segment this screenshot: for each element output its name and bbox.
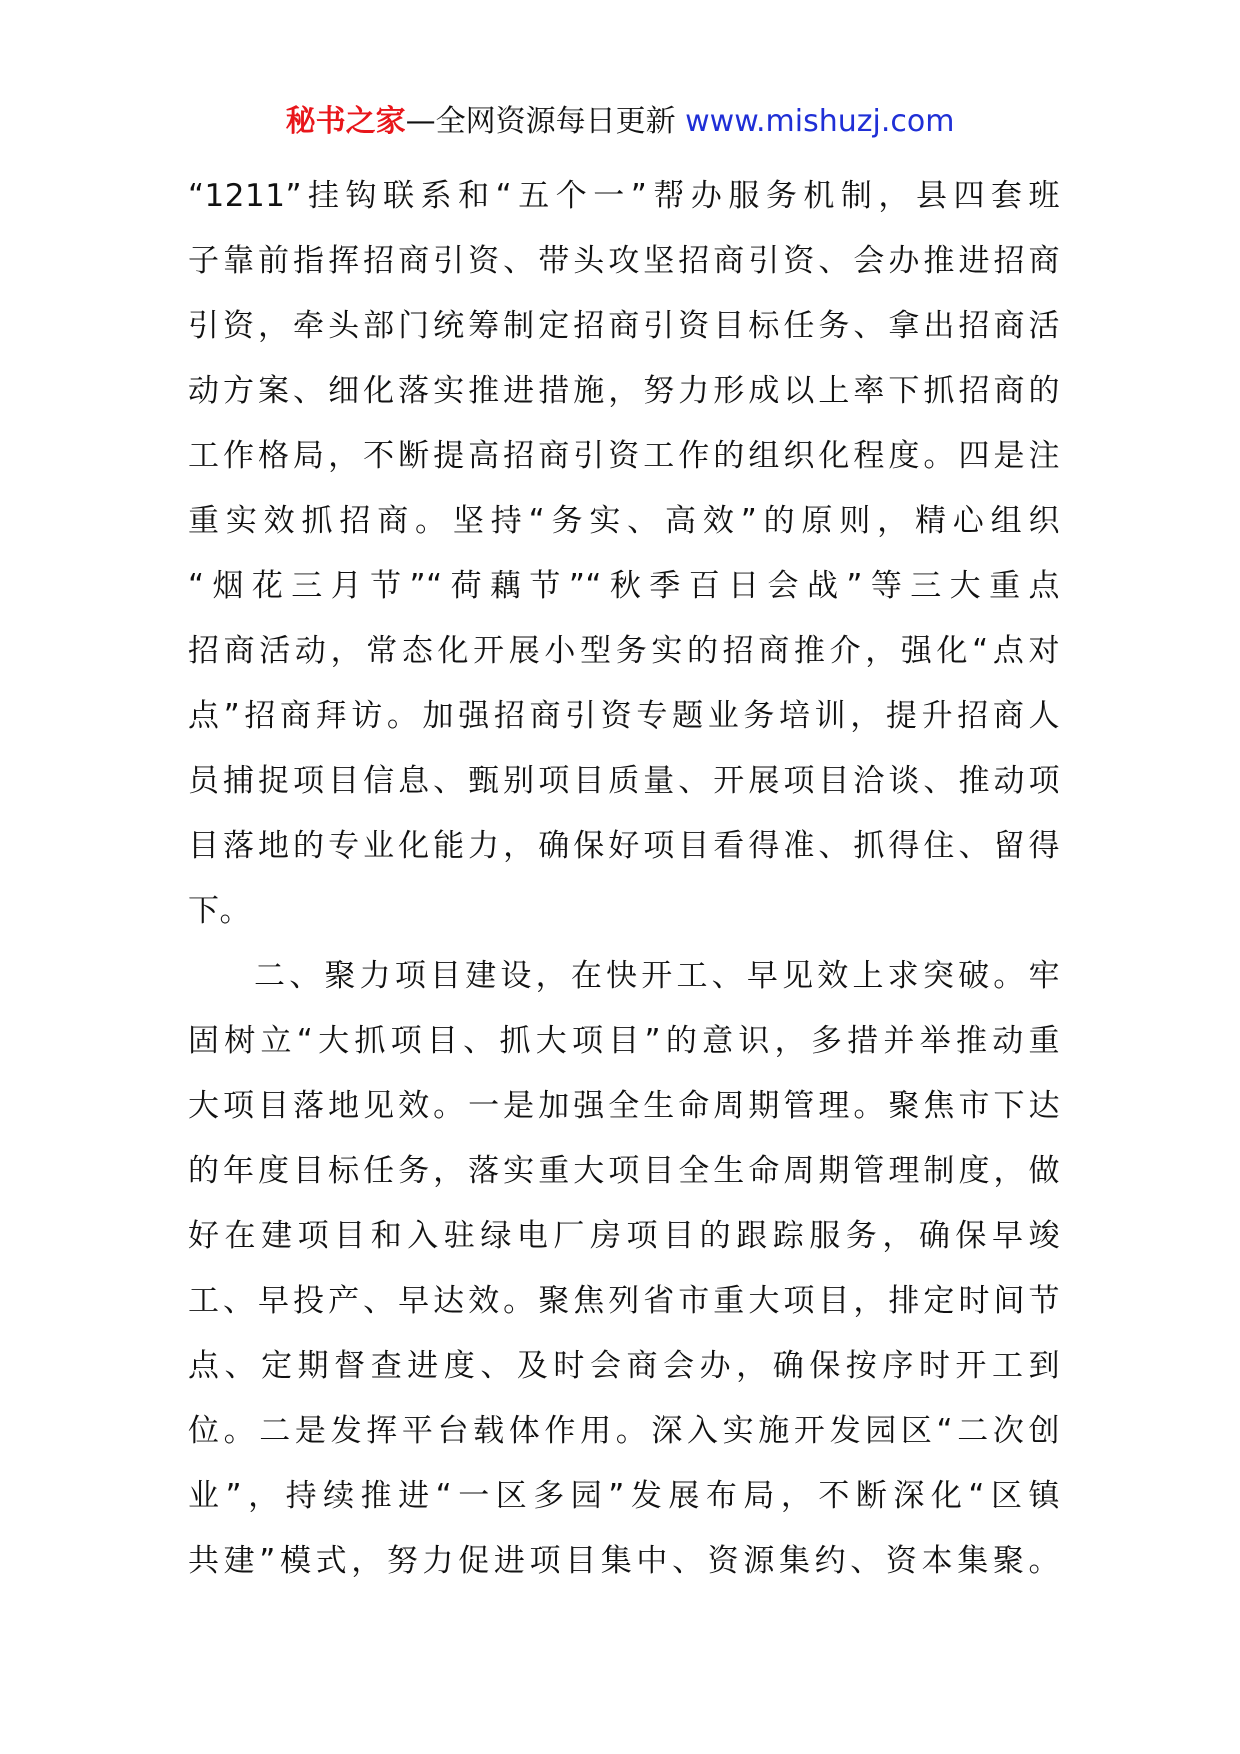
- text-line: 下。: [188, 893, 251, 929]
- text-line: 工、早投产、早达效。聚焦列省市重大项目，排定时间节: [188, 1283, 1060, 1319]
- text-line: 工作格局，不断提高招商引资工作的组织化程度。四是注: [188, 438, 1060, 474]
- text-line: 点、定期督查进度、及时会商会办，确保按序时开工到: [188, 1348, 1060, 1384]
- text-line: 好在建项目和入驻绿电厂房项目的跟踪服务，确保早竣: [188, 1218, 1060, 1254]
- text-line: 位。二是发挥平台载体作用。深入实施开发园区“二次创: [188, 1413, 1060, 1449]
- site-header: [0, 100, 1240, 144]
- paragraph-project-construction: [188, 944, 1060, 1594]
- text-line: 固树立“大抓项目、抓大项目”的意识，多措并举推动重: [188, 1023, 1060, 1059]
- text-line: 员捕捉项目信息、甄别项目质量、开展项目洽谈、推动项: [188, 763, 1060, 799]
- text-line: 目落地的专业化能力，确保好项目看得准、抓得住、留得: [188, 828, 1060, 864]
- text-line: 子靠前指挥招商引资、带头攻坚招商引资、会办推进招商: [188, 243, 1060, 279]
- text-line: 大项目落地见效。一是加强全生命周期管理。聚焦市下达: [188, 1088, 1060, 1124]
- site-url-link[interactable]: www.mishuzj.com: [685, 104, 955, 139]
- text-line: 引资，牵头部门统筹制定招商引资目标任务、拿出招商活: [188, 308, 1060, 344]
- text-line: 二、聚力项目建设，在快开工、早见效上求突破。牢: [254, 958, 1060, 994]
- text-line: 的年度目标任务，落实重大项目全生命周期管理制度，做: [188, 1153, 1060, 1189]
- paragraph-continuation: [188, 164, 1060, 944]
- document-body: [188, 164, 1060, 1594]
- text-line: 重实效抓招商。坚持“务实、高效”的原则，精心组织: [188, 503, 1060, 539]
- text-line: 招商活动，常态化开展小型务实的招商推介，强化“点对: [188, 633, 1060, 669]
- text-line: “1211”挂钩联系和“五个一”帮办服务机制，县四套班: [188, 178, 1060, 214]
- text-line: 点”招商拜访。加强招商引资专题业务培训，提升招商人: [188, 698, 1060, 734]
- site-brand: 秘书之家: [285, 104, 406, 139]
- text-line: 业”，持续推进“一区多园”发展布局，不断深化“区镇: [188, 1478, 1060, 1514]
- text-line: 动方案、细化落实推进措施，努力形成以上率下抓招商的: [188, 373, 1060, 409]
- text-line: “烟花三月节”“荷藕节”“秋季百日会战”等三大重点: [188, 568, 1060, 604]
- text-line: 共建”模式，努力促进项目集中、资源集约、资本集聚。: [188, 1543, 1060, 1579]
- site-slogan: —全网资源每日更新: [405, 104, 676, 139]
